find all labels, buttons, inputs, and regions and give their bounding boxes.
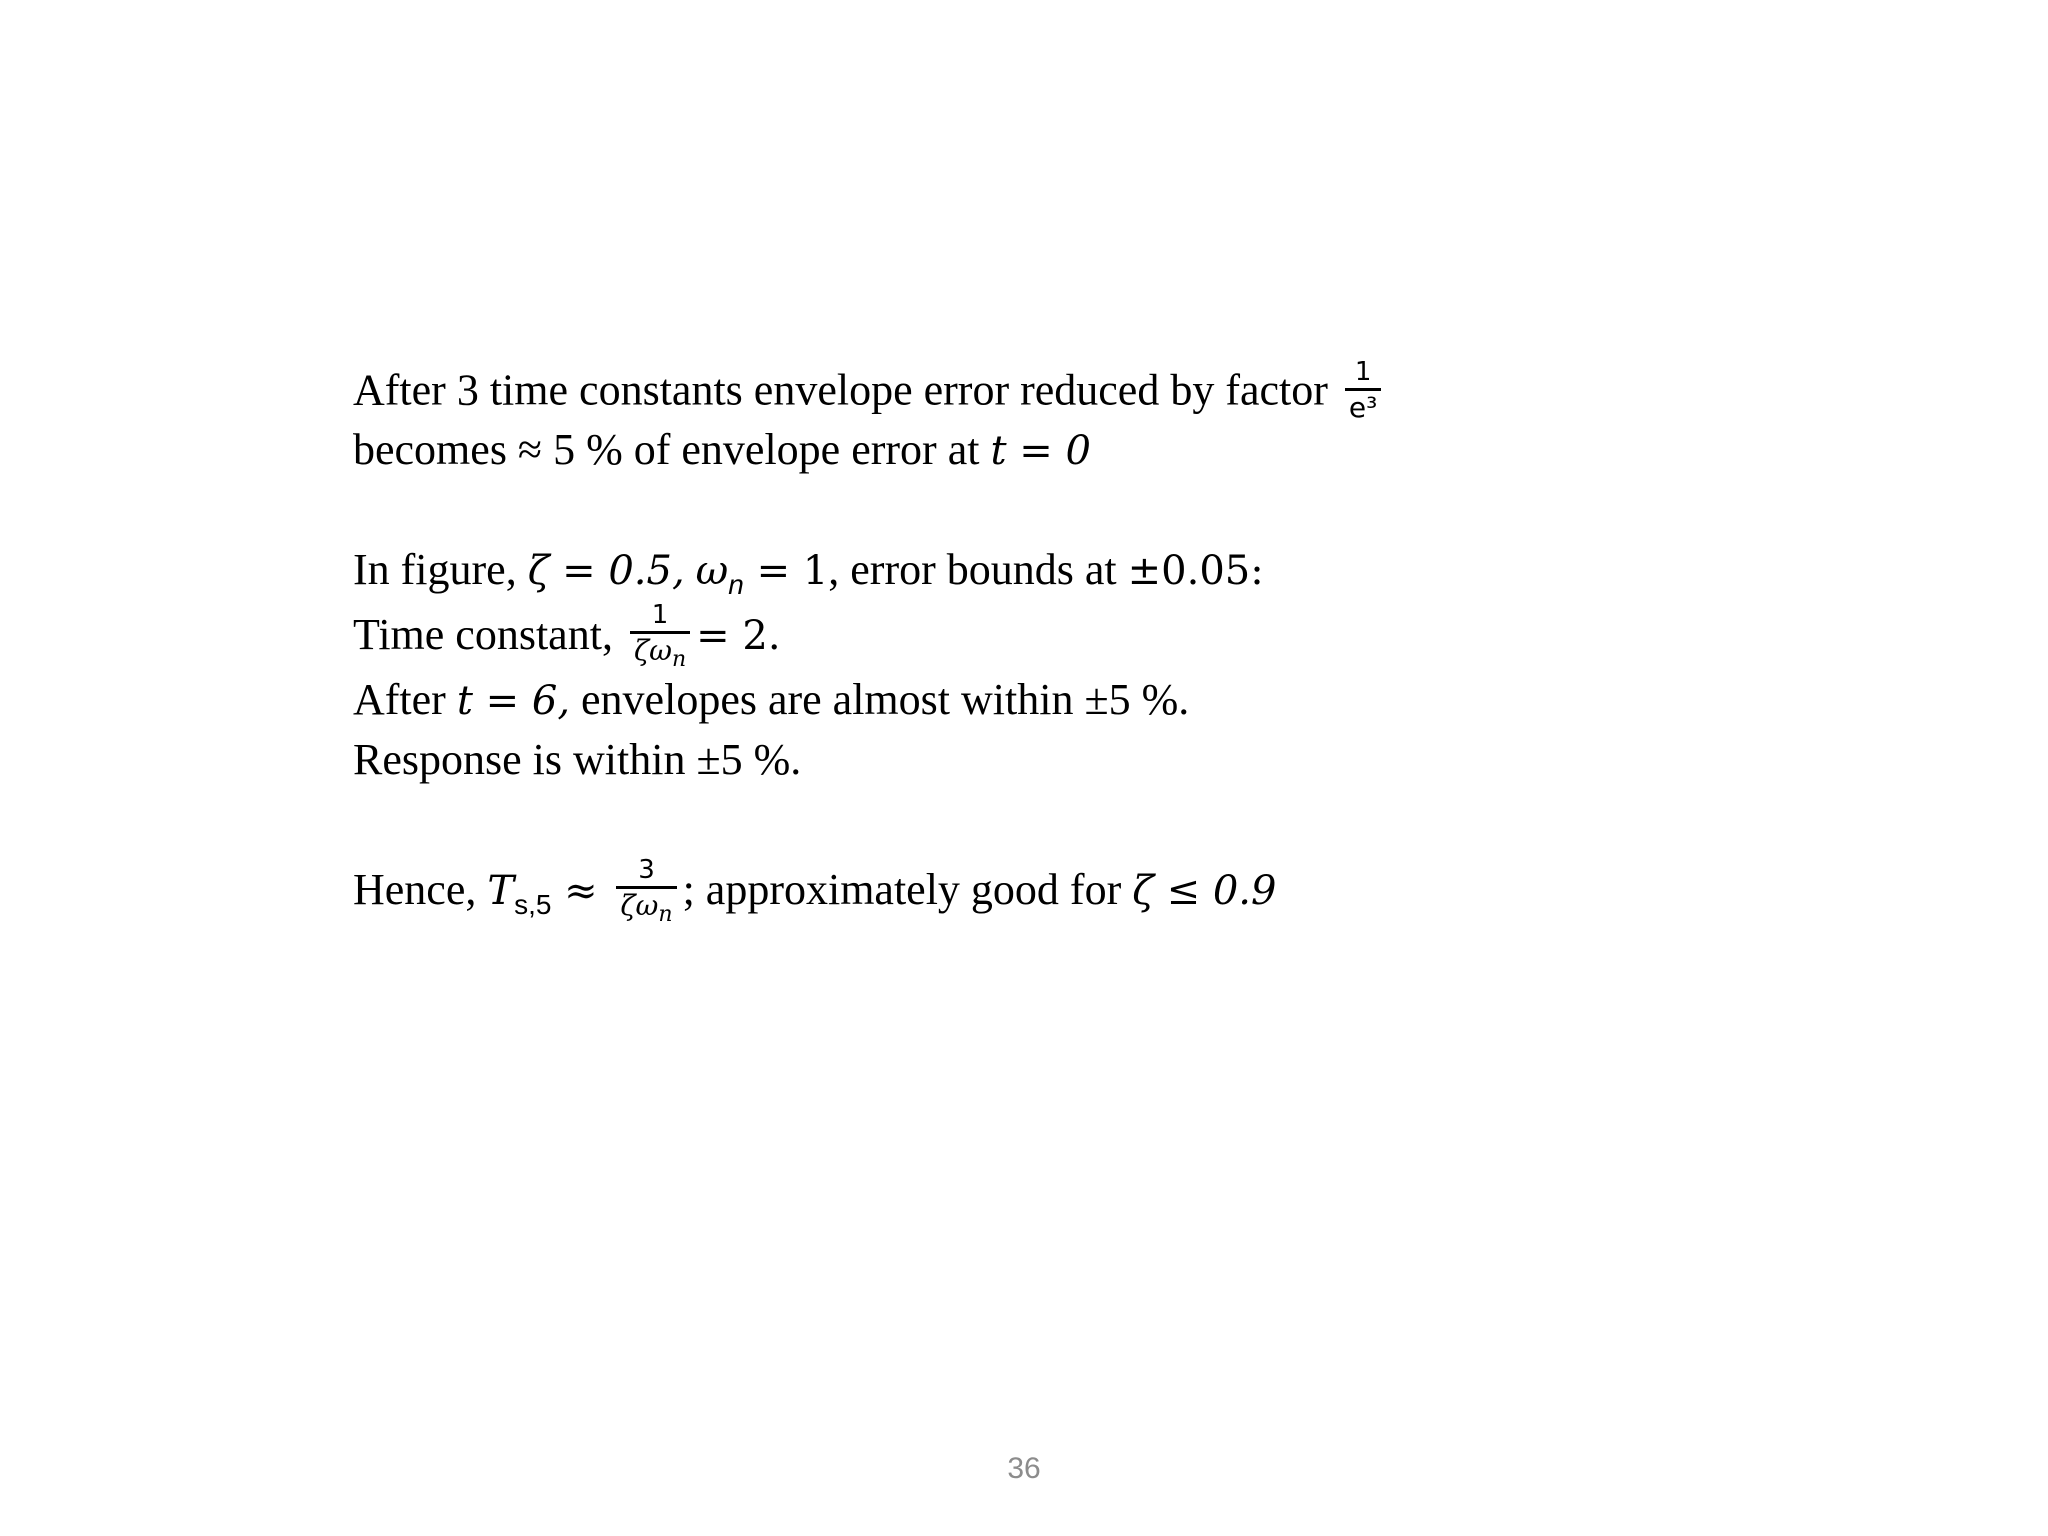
ts-subscript: s,5: [514, 889, 552, 920]
ts-denominator: [616, 889, 676, 926]
para2-line1: [353, 540, 1853, 600]
factor-denominator: e³: [1348, 391, 1378, 424]
omega-symbol: ω: [695, 548, 729, 594]
ts-numerator: 3: [616, 854, 676, 889]
response-bound: ±5 %.: [696, 735, 802, 784]
omega-subscript: n: [728, 569, 744, 600]
settling-time-fraction: [616, 854, 676, 926]
slide-body: [353, 357, 1853, 930]
spacer: [685, 545, 696, 594]
para2-line2: [353, 600, 1853, 670]
para3-line1: [353, 850, 1853, 930]
ts-den-subscript: n: [658, 901, 673, 927]
page-number: 36: [1007, 1452, 1041, 1485]
ts-symbol: T: [487, 868, 515, 914]
response-text: Response is within: [353, 735, 697, 784]
para1-line2: [353, 420, 1853, 480]
tc-denominator: [630, 634, 690, 671]
approx-good-text: ; approximately good for: [682, 865, 1133, 914]
ts-den-symbols: ζω: [620, 888, 659, 922]
zeta-value: ζ = 0.5,: [527, 548, 685, 594]
para2-line3: [353, 670, 1853, 730]
paragraph-gap: [353, 480, 1853, 540]
para2-line4: [353, 730, 1853, 790]
approx-sign: ≈: [551, 868, 611, 914]
para1-line1-text: After 3 time constants envelope error reduced by factor: [353, 365, 1339, 415]
hence-label: Hence,: [353, 865, 488, 914]
factor-numerator: 1: [1345, 356, 1381, 391]
para1-line1: [353, 357, 1853, 424]
paragraph-gap: [353, 790, 1853, 850]
zeta-condition: ζ ≤ 0.9: [1132, 868, 1277, 914]
factor-fraction: [1345, 356, 1381, 425]
t-equals-zero: t = 0: [990, 428, 1091, 474]
time-constant-fraction: [630, 599, 690, 671]
tc-value: = 2.: [696, 613, 781, 659]
error-bounds-label: , error bounds at: [828, 545, 1128, 594]
envelopes-bound: ±5 %.: [1084, 675, 1190, 724]
time-constant-label: Time constant,: [353, 610, 624, 659]
tc-numerator: 1: [630, 599, 690, 634]
tc-den-symbols: ζω: [633, 633, 672, 667]
error-bounds-value: ±0.05:: [1127, 548, 1264, 594]
omega-value: = 1: [743, 548, 829, 594]
t-equals-six: t = 6,: [456, 678, 571, 724]
in-figure-label: In figure,: [353, 545, 528, 594]
tc-den-subscript: n: [671, 646, 687, 672]
para1-line2-text: becomes ≈ 5 % of envelope error at: [353, 425, 991, 474]
after-label: After: [353, 675, 457, 724]
envelopes-text: envelopes are almost within: [570, 675, 1085, 724]
